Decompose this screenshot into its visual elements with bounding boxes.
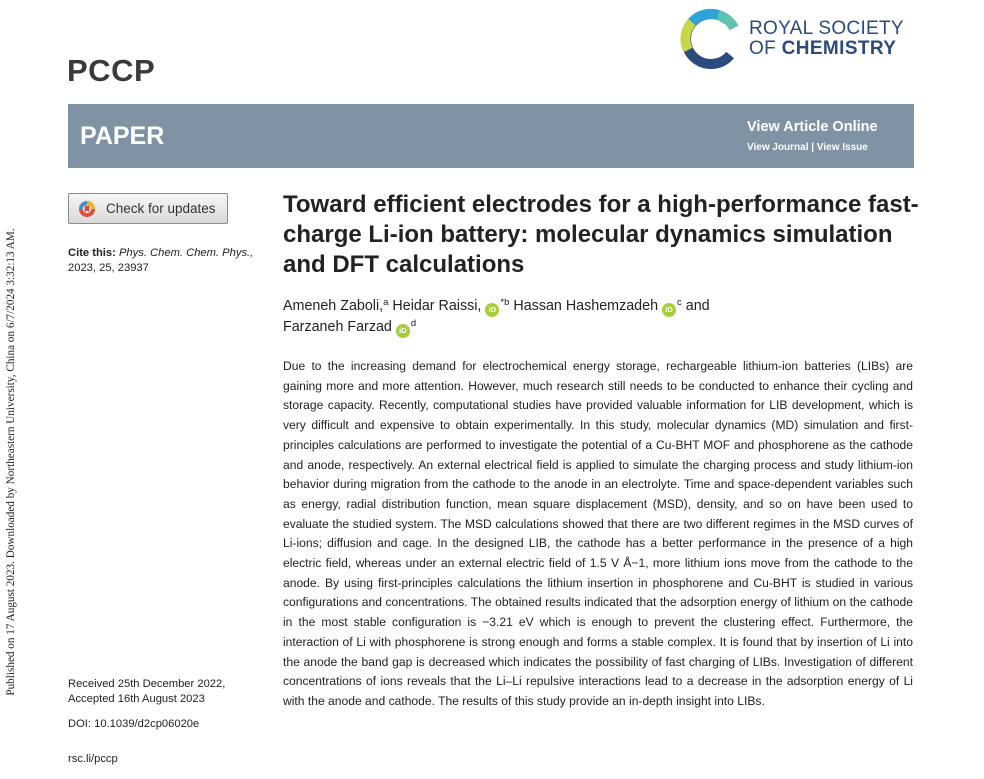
rsc-logo[interactable] <box>678 6 918 74</box>
crossmark-icon <box>77 199 97 219</box>
rsc-journal-link[interactable]: rsc.li/pccp <box>68 753 118 765</box>
view-journal-link[interactable]: View Journal <box>747 142 809 153</box>
author-name: Farzaneh Farzad <box>283 319 392 335</box>
abstract-text: Due to the increasing demand for electrochemical energy storage, rechargeable lithium-ion batteries (LIBs) are gaining more and more attention. However, much research still needs to be conducted to enhance their cycling and storage capacity. Recently, computational studies have provided valuable information for LIB development, which is very difficult and expensive to obtain experimentally. In this study, molecular dynamics (MD) simulation and first-principles calculations are performed to investigate the potential of a Cu-BHT MOF and phosphorene as the cathode and anode, respectively. An external electrical field is applied to simulate the charging process and study lithium-ion behavior during migration from the cathode to the anode in an electrolyte. Time and space-dependent variables such as energy, radial distribution function, mean square displacement (MSD), density, and so on have been used to evaluate the studied system. The MSD calculations showed that there are two different regimes in the MSD curves of Li-ions; diffusion and cage. In the designed LIB, the cathode has a better performance in the presence of a high electric field, whereas under an external electric field of 1.5 V Å−1, more lithium ions move from the cathode to the anode. By using first-principles calculations the lithium insertion in phosphorene and Cu-BHT is studied in various configurations and concentrations. The obtained results indicated that the adsorption energy of lithium on the cathode in the most stable configuration is −3.21 eV which is enough to prevent the clustering effect. Furthermore, the interaction of Li with phosphorene is strong enough and forms a stable complex. It is found that by insertion of Li into the anode the band gap is decreased which indicates the possibility of fast charging of LIBs. Investigation of different concentrations of ions reveals that the Li–Li repulsive interactions lead to a decrease in the adsorption energy of Li with the anode and cathode. The results of this study provide an in-depth insight into LIBs. <box>283 359 913 708</box>
cite-label: Cite this: <box>68 247 116 259</box>
check-for-updates-button[interactable] <box>68 193 228 224</box>
view-article-online-link[interactable]: View Article Online <box>747 119 878 135</box>
accepted-date: Accepted 16th August 2023 <box>68 693 205 705</box>
article-type-banner <box>68 104 914 168</box>
author-conjunction: and <box>685 298 710 314</box>
rsc-line2-prefix: OF <box>749 38 776 59</box>
link-separator: | <box>808 142 817 153</box>
author-name: Hassan Hashemzadeh <box>513 298 659 314</box>
journal-issue-links <box>747 142 868 153</box>
cite-reference: 2023, 25, 23937 <box>68 262 149 274</box>
author-affiliation: *b <box>500 297 510 308</box>
author-name: Ameneh Zaboli, <box>283 298 384 314</box>
author-affiliation: d <box>410 318 417 329</box>
journal-name: PCCP <box>67 53 156 88</box>
cite-journal: Phys. Chem. Chem. Phys., <box>118 247 254 259</box>
author-affiliation: c <box>677 297 682 308</box>
article-title: Toward efficient electrodes for a high-performance fast-charge Li-ion battery: molecular dynamics simulation and DFT calculations <box>283 191 919 278</box>
received-dates <box>68 677 225 707</box>
author-affiliation: a <box>383 297 389 308</box>
check-for-updates-label: Check for updates <box>106 201 216 216</box>
download-notice-text: Published on 17 August 2023. Downloaded by Northeastern University, China on 6/7/2024 3:32:13 AM. <box>5 228 17 696</box>
doi-link[interactable]: DOI: 10.1039/d2cp06020e <box>68 718 200 730</box>
rsc-c-logo-icon <box>678 6 744 72</box>
citation-block <box>68 246 268 276</box>
received-date: Received 25th December 2022, <box>68 678 226 690</box>
view-issue-link[interactable]: View Issue <box>816 142 868 153</box>
orcid-icon[interactable]: iD <box>662 303 676 317</box>
article-type: PAPER <box>80 122 165 150</box>
orcid-icon[interactable]: iD <box>396 324 410 338</box>
author-name: Heidar Raissi, <box>392 298 482 314</box>
orcid-icon[interactable]: iD <box>485 303 499 317</box>
author-list <box>283 296 913 338</box>
rsc-line2-bold: CHEMISTRY <box>781 38 897 59</box>
rsc-line1: ROYAL SOCIETY <box>749 18 904 39</box>
rsc-wordmark <box>749 19 904 59</box>
download-notice <box>0 0 22 779</box>
